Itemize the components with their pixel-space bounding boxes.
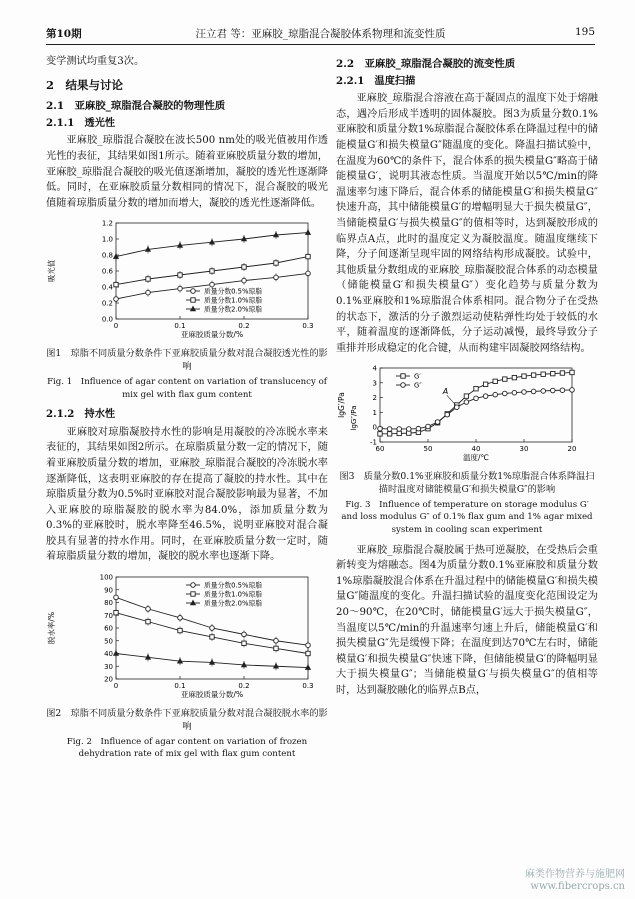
figure-3: [336, 362, 598, 536]
fig2-x-tick-label: 0.3: [302, 682, 314, 691]
watermark: [525, 869, 625, 893]
fig2-legend-label: 质量分数2.0%琼脂: [204, 599, 263, 608]
fig3-data-point: [474, 396, 479, 401]
fig1-y-tick-label: 1.2: [101, 219, 113, 228]
fig3-legend-marker: [401, 374, 405, 378]
fig1-legend-label: 质量分数0.5%琼脂: [204, 287, 263, 296]
fig2-legend-label: 质量分数0.5%琼脂: [204, 581, 263, 590]
fig2-series-2: [113, 650, 310, 672]
fig3-data-point: [378, 427, 383, 432]
header-rule: [46, 44, 595, 45]
running-header: [46, 26, 595, 44]
figure-1: [46, 217, 328, 401]
fig3-data-point: [560, 388, 565, 393]
section-2-2-heading: 2.2 亚麻胶_琼脂混合凝胶的流变性质: [336, 58, 516, 70]
fig3-data-point: [464, 394, 468, 398]
fig1-y-tick-label: 0.2: [101, 299, 113, 308]
paragraph-cooling-scan: 亚麻胶_琼脂混合溶液在高于凝固点的温度下处于熔融态，遇冷后形成半透明的固体凝胶。图3为质量分数0.1%亚麻胶和质量分数1%琼脂混合凝胶体系在降温过程中的储能模量G′和损失模量G″随温度的变化。降温扫描试验中，在温度为60℃的条件下，混合体系的损失模量G″略高于储能模量G′，说明其液态性质。当温度开始以5℃/min的降温速率匀速下降后，混合体系的储能模量G′和损失模量G″快速升高，其中储能模量G′的增幅明显大于损失模量G″，当储能模量G′与损失模量G″的值相等时，达到凝胶形成的临界点A点，此时的温度定义为凝胶温度。随温度继续下降，分子间逐渐呈现牢固的网络结构形成凝胶。试验中，其他质量分数组成的亚麻胶_琼脂凝胶混合体系的动态模量（储能模量G′和损失模量G″）变化趋势与质量分数为0.1%亚麻胶和1%琼脂混合体系相同。混合物分子在受热的状态下，激活的分子激烈运动使粘弹性均处于较低的水平，随着温度的逐渐降低，分子运动减慢，最终导致分子重排并形成稳定的化合键，从而构建牢固凝胶网络结构。: [336, 93, 598, 354]
fig3-data-point: [435, 420, 440, 425]
fig3-data-point: [387, 427, 392, 432]
fig1-y-tick-label: 0.6: [101, 267, 113, 276]
fig2-data-point: [114, 611, 118, 615]
fig3-x-axis-label: 温度/℃: [463, 453, 489, 463]
fig2-y-tick-label: 20: [104, 675, 113, 684]
fig2-data-point: [178, 628, 182, 632]
fig1-data-point: [306, 271, 311, 276]
fig3-y-tick-label: -1: [370, 438, 377, 447]
fig2-legend-marker: [191, 583, 196, 588]
fig3-data-point: [522, 390, 527, 395]
fig3-data-point: [378, 432, 382, 436]
figure-1-caption-cn: 图1 琼脂不同质量分数条件下亚麻胶质量分数对混合凝胶透光性的影响: [46, 347, 328, 372]
fig1-y-tick-label: 0.4: [101, 283, 113, 292]
fig1-data-point: [306, 255, 310, 259]
fig3-data-point: [512, 391, 517, 396]
figure-2-caption-en: Fig. 2 Influence of agar content on variation of frozen dehydration rate of mix gel with flax gum content: [66, 736, 308, 760]
fig3-data-point: [445, 413, 450, 418]
left-column: [46, 54, 328, 767]
fig3-data-point: [503, 377, 507, 381]
fig2-x-tick-label: 0.1: [174, 682, 186, 691]
fig1-data-point: [178, 273, 182, 277]
fig2-series-1: [114, 609, 310, 658]
fig1-x-axis-label: 亚麻胶质量分数/%: [180, 330, 244, 340]
fig3-x-tick-label: 20: [567, 445, 577, 454]
fig3-y-tick-label: 0: [372, 423, 377, 432]
fig3-x-tick-label: 30: [519, 445, 529, 454]
fig3-series-line: [380, 373, 572, 434]
fig3-data-point: [551, 372, 555, 376]
fig1-data-point: [305, 230, 310, 235]
fig2-y-tick-label: 60: [104, 624, 113, 633]
section-2-1-2-heading: 2.1.2 持水性: [46, 408, 116, 421]
fig3-y-axis-label: lgG′/Pa: [337, 392, 346, 419]
fig3-data-point: [455, 405, 460, 410]
fig3-data-point: [522, 374, 526, 378]
fig3-legend-marker: [401, 383, 406, 388]
fig3-data-point: [570, 388, 575, 393]
fig2-data-point: [114, 595, 119, 600]
fig3-annotation-arrow: [447, 396, 456, 406]
fig3-data-point: [416, 427, 421, 432]
fig1-x-tick-label: 0.2: [238, 322, 250, 331]
fig3-series-1: [378, 388, 575, 432]
fig1-data-point: [146, 277, 150, 281]
fig1-data-point: [146, 291, 151, 296]
figure-2-chart: [46, 571, 328, 699]
fig3-data-point: [493, 393, 498, 398]
fig2-data-point: [306, 651, 310, 655]
fig2-data-point: [210, 626, 215, 631]
fig2-data-point: [178, 616, 183, 621]
fig3-data-point: [541, 389, 546, 394]
fig3-y-tick-label: 3: [372, 379, 377, 388]
fig2-y-tick-label: 50: [104, 637, 113, 646]
fig2-x-tick-label: 0: [113, 682, 119, 691]
fig2-data-point: [146, 607, 151, 612]
fig3-data-point: [531, 389, 536, 394]
fig1-x-tick-label: 0.3: [302, 322, 314, 331]
paragraph-transmittance: 亚麻胶_琼脂混合凝胶在波长500 nm处的吸光值被用作透光性的表征，其结果如图1所示。随着亚麻胶质量分数的增加，亚麻胶_琼脂混合凝胶的吸光值逐渐增加，凝胶的透光性逐渐降低。同时，在亚麻胶质量分数相同的情况下，混合凝胶的吸光值随着琼脂质量分数的增加而增大，凝胶的透光性逐渐降低。: [46, 135, 328, 209]
fig1-y-tick-label: 0.0: [101, 315, 113, 324]
fig3-data-point: [493, 379, 497, 383]
figure-2-caption-cn: 图2 琼脂不同质量分数条件下亚麻胶质量分数对混合凝胶脱水率的影响: [46, 707, 328, 732]
fig1-x-tick-label: 0: [113, 322, 119, 331]
fig3-data-point: [483, 394, 488, 399]
section-2-1-heading: 2.1 亚麻胶_琼脂混合凝胶的物理性质: [46, 100, 226, 113]
fig1-y-axis-label: 吸光值: [47, 260, 56, 283]
fig2-data-point: [274, 646, 278, 650]
fig2-y-tick-label: 100: [99, 573, 113, 582]
fig1-legend-label: 质量分数1.0%琼脂: [204, 296, 263, 305]
fig3-data-point: [541, 372, 545, 376]
page-number: 195: [574, 26, 595, 38]
fig3-data-point: [407, 427, 412, 432]
fig2-x-axis-label: 亚麻胶质量分数/%: [180, 690, 244, 700]
fig1-data-point: [210, 283, 215, 288]
fig1-data-point: [178, 287, 183, 292]
fig1-legend-marker: [191, 289, 196, 294]
fig3-data-point: [512, 376, 516, 380]
fig3-x-tick-label: 50: [423, 445, 433, 454]
fig2-y-tick-label: 30: [104, 662, 113, 671]
fig3-data-point: [474, 387, 478, 391]
fig2-y-tick-label: 80: [104, 599, 113, 608]
right-column: [336, 54, 598, 699]
section-2-1-1-heading: 2.1.1 透光性: [46, 116, 116, 129]
fig1-legend-marker: [191, 298, 195, 302]
fig2-data-point: [274, 639, 279, 644]
fig1-data-point: [274, 261, 278, 265]
figure-3-chart: [336, 362, 598, 462]
paragraph-water-holding: 亚麻胶对琼脂凝胶持水性的影响是用凝胶的冷冻脱水率来表征的，其结果如图2所示。在琼脂质量分数一定的情况下，随着亚麻胶质量分数的增加，亚麻胶_琼脂混合凝胶的冷冻脱水率逐渐降低，这表明亚麻胶的存在提高了凝胶的持水性。其中在琼脂质量分数为0.5%时亚麻胶对混合凝胶影响最为显著，不加入亚麻胶的琼脂凝胶的脱水率为84.0%，添加质量分数为0.3%的亚麻胶时，脱水率降至46.5%，说明亚麻胶对混合凝胶具有显著的持水作用。同时，在亚麻胶质量分数一定时，随着琼脂质量分数的增加，凝胶的脱水率也逐渐下降。: [46, 426, 328, 563]
figure-2: [46, 571, 328, 761]
fig1-data-point: [210, 269, 214, 273]
fig2-data-point: [306, 643, 311, 648]
fig3-legend-label: G″: [414, 381, 422, 390]
fig1-data-point: [242, 265, 246, 269]
fig1-data-point: [114, 297, 119, 302]
fig3-legend-label: G′: [414, 372, 421, 381]
figure-3-caption-en: Fig. 3 Influence of temperature on storage modulus G′ and loss modulus G″ of 0.1% flax gum and 1% agar mixed system in cooling scan experiment: [341, 499, 593, 536]
fig3-data-point: [531, 373, 535, 377]
running-title: 汪立君 等：亚麻胶_琼脂混合凝胶体系物理和流变性质: [195, 28, 446, 40]
section-2-2-1-heading: 2.2.1 温度扫描: [336, 74, 416, 87]
fig2-y-tick-label: 40: [104, 650, 113, 659]
fig3-y-tick-label: 2: [372, 394, 377, 403]
fig1-legend-label: 质量分数2.0%琼脂: [204, 305, 263, 314]
fig2-data-point: [242, 641, 246, 645]
fig3-data-point: [483, 382, 487, 386]
fig3-data-point: [560, 371, 564, 375]
fig3-y-tick-label: 1: [372, 409, 377, 418]
fig1-series-2: [113, 229, 310, 261]
fig2-data-point: [210, 635, 214, 639]
fig1-y-tick-label: 0.8: [101, 251, 113, 260]
fig3-data-point: [551, 388, 556, 393]
fig3-y-tick-label: 4: [372, 364, 377, 373]
fig1-x-tick-label: 0.1: [174, 322, 186, 331]
figure-3-caption-cn: 图3 质量分数0.1%亚麻胶和质量分数1%琼脂混合体系降温扫描时温度对储能模量G′和损失模量G″的影响: [339, 470, 595, 495]
fig3-data-point: [426, 424, 431, 429]
fig2-y-tick-label: 90: [104, 586, 113, 595]
fig1-data-point: [114, 283, 118, 287]
fig3-annotation-label: A: [442, 387, 449, 397]
figure-1-caption-en: Fig. 1 Influence of agar content on variation of translucency of mix gel with flax gum content: [47, 376, 327, 400]
fig3-data-point: [397, 431, 401, 435]
watermark-line-1: 麻类作物营养与施肥网: [525, 869, 625, 880]
watermark-line-2: www.fibercrops.cn: [530, 881, 625, 892]
fig3-data-point: [503, 391, 508, 396]
fig2-data-point: [113, 651, 118, 656]
fig3-data-point: [464, 400, 469, 405]
fig3-x-tick-label: 60: [375, 445, 385, 454]
issue-number: 第10期: [46, 28, 82, 40]
fig1-y-tick-label: 1.0: [101, 235, 113, 244]
fig3-data-point: [570, 371, 574, 375]
continued-text: 变学测试均重复3次。: [46, 56, 145, 67]
fig3-data-point: [397, 427, 402, 432]
fig3-y-axis-label-2: lgG″/Pa: [350, 405, 358, 431]
fig3-x-tick-label: 40: [471, 445, 481, 454]
fig1-data-point: [242, 279, 247, 284]
fig1-data-point: [274, 275, 279, 280]
fig2-y-tick-label: 70: [104, 611, 113, 620]
fig2-y-axis-label: 脱水率/%: [47, 611, 56, 645]
fig2-x-tick-label: 0.2: [238, 682, 250, 691]
fig2-legend-label: 质量分数1.0%琼脂: [204, 590, 263, 599]
fig2-legend-marker: [191, 592, 195, 596]
fig3-data-point: [387, 432, 391, 436]
fig3-series-0: [378, 371, 574, 437]
fig2-data-point: [242, 632, 247, 637]
figure-1-chart: [46, 217, 328, 339]
section-2-heading: 2 结果与讨论: [46, 77, 124, 92]
paragraph-heating-scan: 亚麻胶_琼脂混合凝胶属于热可逆凝胶，在受热后会重新转变为熔融态。图4为质量分数0.1%亚麻胶和质量分数1%琼脂凝胶混合体系在升温过程中的储能模量G′和损失模量G″随温度的变化。升温扫描试验的温度变化范围设定为20～90℃，在20℃时，储能模量G′远大于损失模量G″，当温度以5℃/min的升温速率匀速上升后，储能模量G′和损失模量G″先是缓慢下降；在温度到达70℃左右时，储能模量G′和损失模量G″快速下降，但储能模量G′的降幅明显大于损失模量G″；当储能模量G′与损失模量G″的值相等时，达到凝胶融化的临界点B点，: [336, 544, 598, 696]
fig2-data-point: [146, 619, 150, 623]
